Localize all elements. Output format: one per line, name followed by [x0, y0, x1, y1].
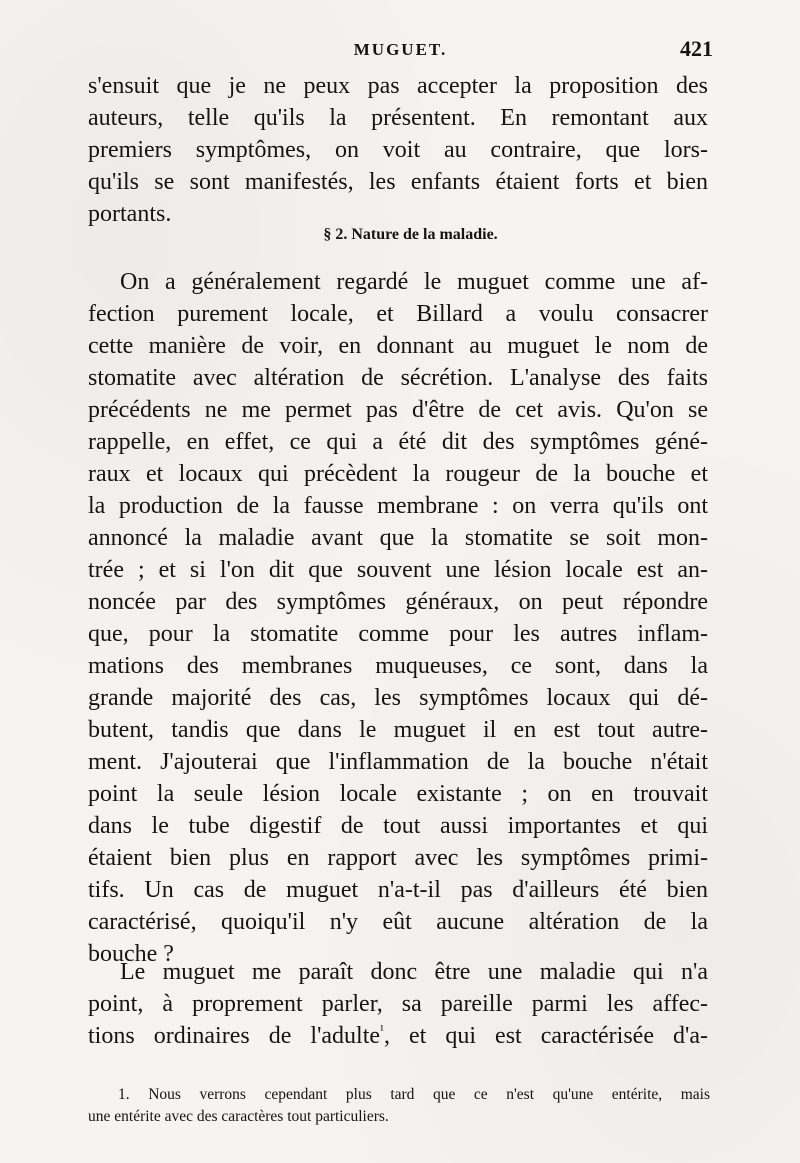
intro-paragraph	[88, 70, 708, 230]
text-line: annoncé la maladie avant que la stomatite se soit mon-	[88, 525, 708, 551]
text-line: trée ; et si l'on dit que souvent une lésion locale est an-	[88, 557, 708, 583]
text-line: tifs. Un cas de muguet n'a-t-il pas d'ailleurs été bien	[88, 877, 708, 903]
text-line: précédents ne me permet pas d'être de cet avis. Qu'on se	[88, 397, 708, 423]
footnote-line: une entérite avec des caractères tout particuliers.	[88, 1108, 389, 1125]
section-heading: § 2. Nature de la maladie.	[323, 226, 498, 243]
text-line: fection purement locale, et Billard a voulu consacrer	[88, 301, 708, 327]
footnote-line: 1. Nous verrons cependant plus tard que ce n'est qu'une entérite, mais	[118, 1086, 710, 1103]
text-line: la production de la fausse membrane : on verra qu'ils ont	[88, 493, 708, 519]
text-line: point la seule lésion locale existante ; on en trouvait	[88, 781, 708, 807]
text-line: premiers symptômes, on voit au contraire, que lors-	[88, 137, 708, 163]
text-line: ment. J'ajouterai que l'inflammation de la bouche n'était	[88, 749, 708, 775]
text-line: point, à proprement parler, sa pareille parmi les affec-	[88, 991, 708, 1017]
paragraph-nature	[88, 266, 708, 970]
text-line: On a généralement regardé le muguet comme une af-	[120, 269, 708, 295]
text-line: Le muguet me paraît donc être une maladie qui n'a	[120, 959, 708, 985]
text-line: rappelle, en effet, ce qui a été dit des symptômes géné-	[88, 429, 708, 455]
paragraph-conclusion	[88, 956, 708, 1052]
text-line: stomatite avec altération de sécrétion. L'analyse des faits	[88, 365, 708, 391]
text-line: cette manière de voir, en donnant au muguet le nom de	[88, 333, 708, 359]
text-line: s'ensuit que je ne peux pas accepter la proposition des	[88, 73, 708, 99]
text-line: qu'ils se sont manifestés, les enfants étaient forts et bien	[88, 169, 708, 195]
text-line: butent, tandis que dans le muguet il en est tout autre-	[88, 717, 708, 743]
text-fragment: tions ordinaires de l'adulte	[88, 1023, 381, 1049]
text-line: étaient bien plus en rapport avec les symptômes primi-	[88, 845, 708, 871]
page-header	[88, 36, 713, 62]
footnote-marker[interactable]: ¹	[380, 1022, 384, 1037]
text-line: que, pour la stomatite comme pour les autres inflam-	[88, 621, 708, 647]
text-line: bouche ?	[88, 941, 174, 967]
text-line	[88, 1020, 708, 1052]
text-line: auteurs, telle qu'ils la présentent. En remontant aux	[88, 105, 708, 131]
text-line: portants.	[88, 201, 172, 227]
text-line: grande majorité des cas, les symptômes locaux qui dé-	[88, 685, 708, 711]
page-number: 421	[680, 36, 713, 61]
footnote	[88, 1084, 710, 1128]
text-line: noncée par des symptômes généraux, on peut répondre	[88, 589, 708, 615]
running-head: MUGUET.	[353, 40, 448, 59]
text-line: caractérisé, quoiqu'il n'y eût aucune altération de la	[88, 909, 708, 935]
text-line: raux et locaux qui précèdent la rougeur de la bouche et	[88, 461, 708, 487]
text-line: mations des membranes muqueuses, ce sont, dans la	[88, 653, 708, 679]
text-fragment: , et qui est caractérisée d'a-	[383, 1023, 708, 1049]
text-line: dans le tube digestif de tout aussi importantes et qui	[88, 813, 708, 839]
